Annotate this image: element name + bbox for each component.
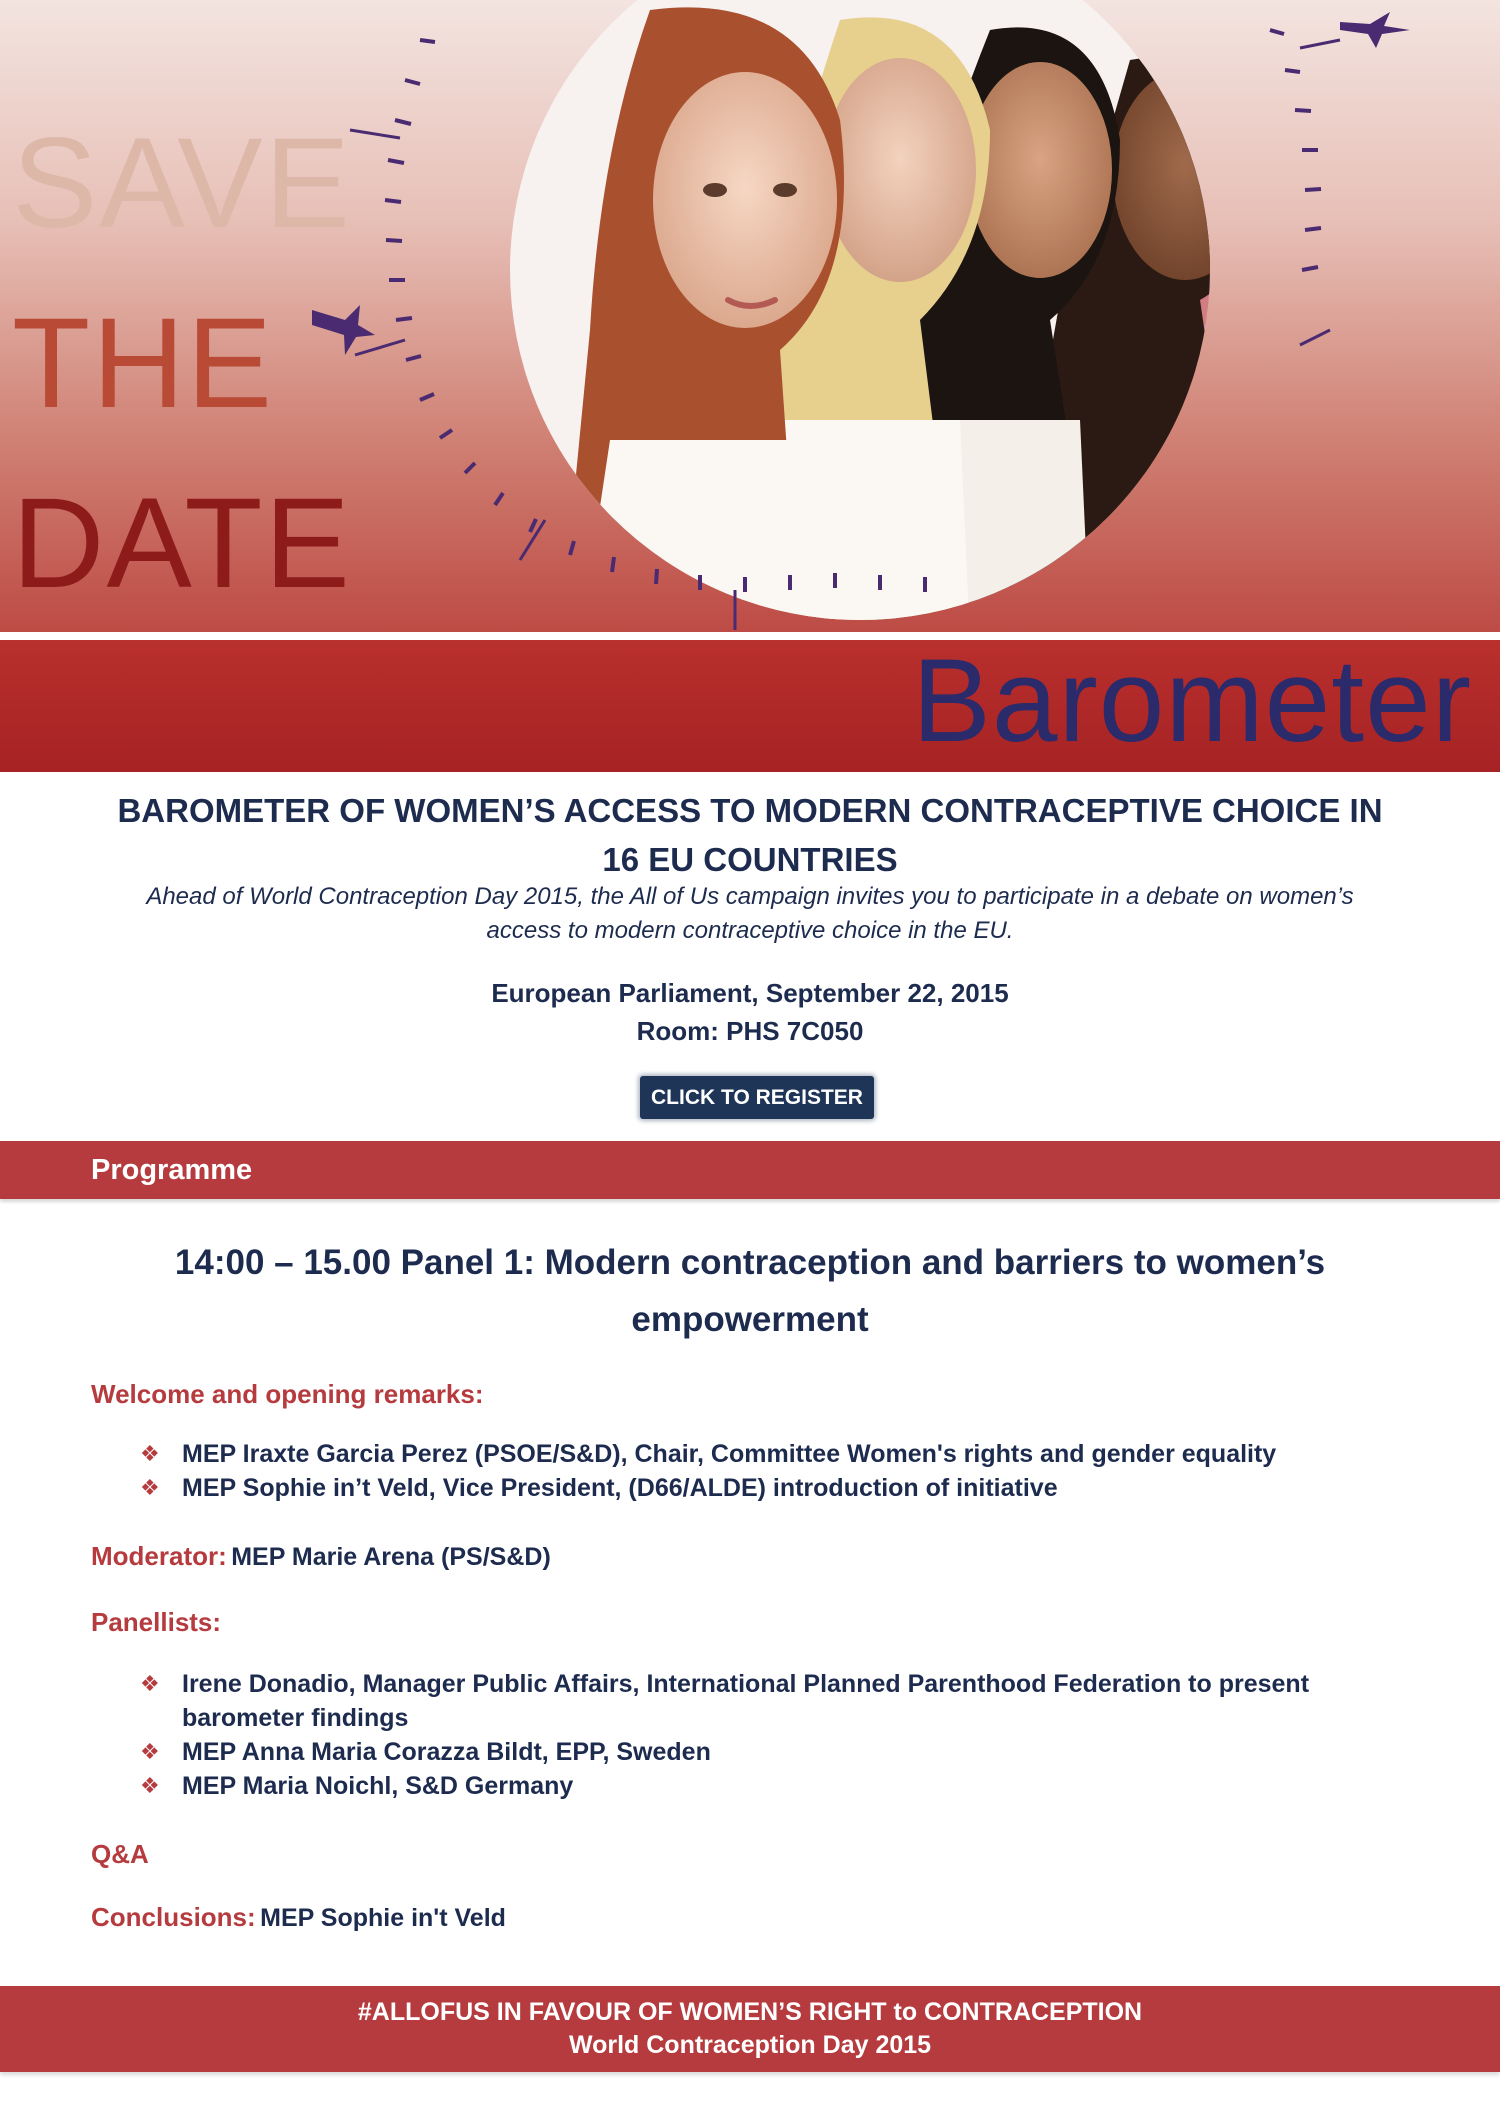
panellist-continuation: barometer findings	[182, 1704, 409, 1732]
event-title	[90, 786, 1410, 884]
register-button[interactable]: CLICK TO REGISTER	[640, 1076, 874, 1119]
diamond-bullet-icon: ❖	[140, 1739, 160, 1764]
moderator-label: Moderator:	[91, 1541, 227, 1571]
diamond-bullet-icon: ❖	[140, 1441, 160, 1466]
conclusions-value: MEP Sophie in't Veld	[260, 1904, 506, 1932]
event-description-line-1: Ahead of World Contraception Day 2015, the All of Us campaign invites you to participate in a debate on women’s	[146, 883, 1354, 910]
panel-title-line-2: empowerment	[631, 1300, 869, 1339]
conclusions-label: Conclusions:	[91, 1902, 256, 1932]
panellist: Irene Donadio, Manager Public Affairs, International Planned Parenthood Federation to present	[182, 1670, 1310, 1698]
panel-title-line-1: 14:00 – 15.00 Panel 1: Modern contraception and barriers to women’s	[174, 1243, 1326, 1282]
panellists-list	[140, 1667, 1309, 1803]
event-title-line-2: 16 EU COUNTRIES	[602, 841, 898, 878]
event-description-line-2: access to modern contraceptive choice in the EU.	[486, 917, 1014, 944]
list-item	[140, 1769, 1309, 1803]
event-details	[90, 974, 1410, 1050]
banner-divider	[0, 632, 1500, 640]
diamond-bullet-icon: ❖	[140, 1773, 160, 1798]
moderator-row	[91, 1539, 551, 1578]
panellists-label: Panellists:	[91, 1607, 222, 1637]
welcome-speaker: MEP Sophie in’t Veld, Vice President, (D66/ALDE) introduction of initiative	[182, 1474, 1058, 1502]
diamond-bullet-icon: ❖	[140, 1671, 160, 1696]
list-item	[140, 1667, 1309, 1735]
header-banner	[0, 0, 1500, 636]
date-text: DATE	[12, 472, 352, 615]
event-title-line-1: BAROMETER OF WOMEN’S ACCESS TO MODERN CONTRACEPTIVE CHOICE IN	[117, 792, 1383, 829]
welcome-label: Welcome and opening remarks:	[91, 1379, 484, 1409]
welcome-speaker: MEP Iraxte Garcia Perez (PSOE/S&D), Chair, Committee Women's rights and gender equality	[182, 1440, 1277, 1468]
panellist: MEP Anna Maria Corazza Bildt, EPP, Sweden	[182, 1738, 711, 1766]
list-item	[140, 1735, 1309, 1769]
footer-event: World Contraception Day 2015	[568, 2031, 932, 2059]
footer-hashtag: #ALLOFUS IN FAVOUR OF WOMEN’S RIGHT to CONTRACEPTION	[357, 1998, 1143, 2026]
event-room: Room: PHS 7C050	[636, 1016, 864, 1046]
footer-bar	[0, 1986, 1500, 2072]
save-text: SAVE	[12, 112, 352, 255]
event-description	[90, 880, 1410, 948]
moderator-value: MEP Marie Arena (PS/S&D)	[231, 1543, 551, 1571]
diamond-bullet-icon: ❖	[140, 1475, 160, 1500]
conclusions-row	[91, 1900, 506, 1939]
brand-band	[0, 640, 1500, 772]
qa-label: Q&A	[91, 1839, 149, 1869]
welcome-list	[140, 1437, 1276, 1505]
programme-section-bar	[0, 1141, 1500, 1199]
panel-title	[90, 1234, 1410, 1348]
programme-heading: Programme	[91, 1154, 253, 1186]
list-item	[140, 1437, 1276, 1471]
list-item	[140, 1471, 1276, 1505]
event-venue-date: European Parliament, September 22, 2015	[491, 978, 1009, 1008]
barometer-logo: Barometer	[912, 640, 1472, 767]
panellist: MEP Maria Noichl, S&D Germany	[182, 1772, 574, 1800]
the-text: THE	[12, 292, 274, 435]
